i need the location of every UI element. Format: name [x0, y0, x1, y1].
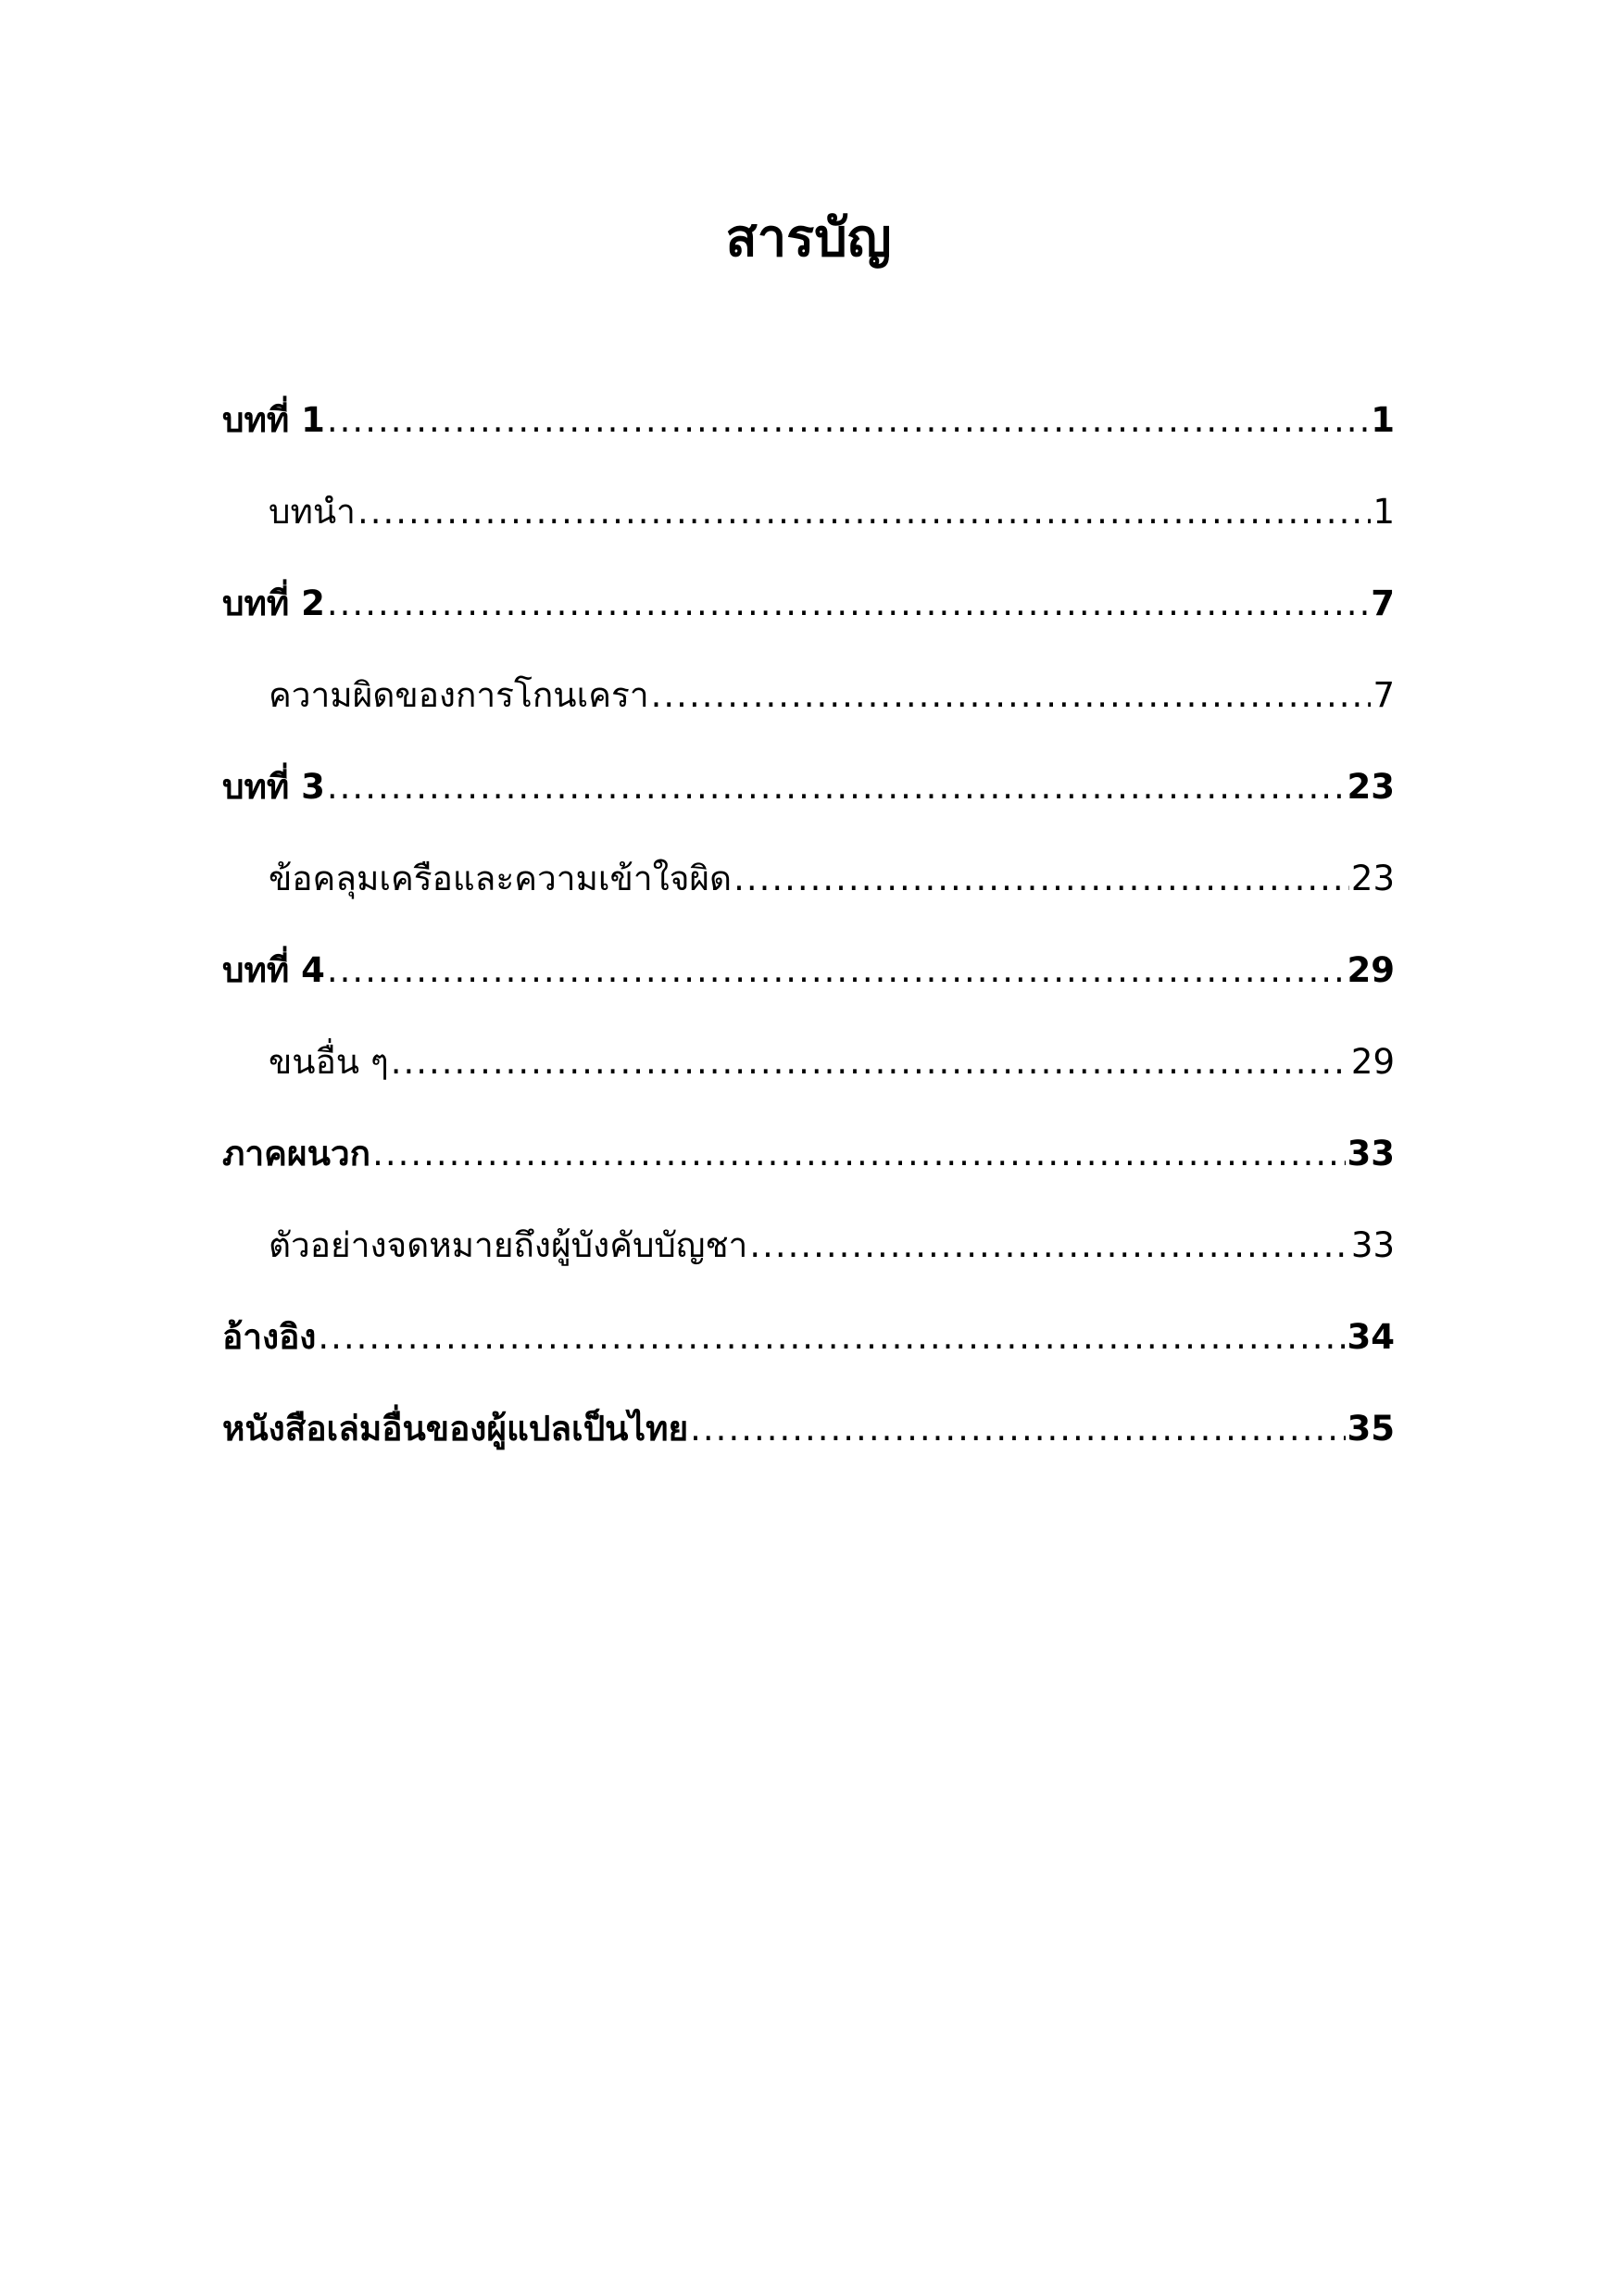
toc-page-number: 1 [1371, 400, 1395, 440]
toc-entry-appendix[interactable] [222, 1126, 1395, 1218]
toc-dot-leader [357, 484, 1372, 540]
toc-entry-section-3[interactable] [222, 851, 1395, 943]
toc-dot-leader [327, 759, 1346, 815]
toc-entry-chapter-2[interactable] [222, 576, 1395, 668]
toc-page-number: 23 [1350, 859, 1395, 898]
toc-entry-label: ขนอื่น ๆ [269, 1042, 389, 1082]
toc-dot-leader [327, 393, 1369, 448]
toc-dot-leader [372, 1126, 1345, 1182]
toc-entry-label: ข้อคลุมเครือและความเข้าใจผิด [269, 859, 733, 898]
toc-page-number: 34 [1347, 1317, 1395, 1357]
toc-page-number: 35 [1347, 1409, 1395, 1449]
toc-entry-appendix-section[interactable] [222, 1218, 1395, 1310]
toc-dot-leader [733, 851, 1349, 907]
toc-dot-leader [749, 1218, 1349, 1273]
toc-dot-leader [690, 1401, 1345, 1457]
toc-entry-label: บทที่ 3 [222, 767, 325, 807]
toc-entry-label: บทนำ [269, 492, 356, 532]
toc-dot-leader [651, 668, 1372, 723]
page-title: สารบัญ [725, 208, 892, 269]
toc-entry-references[interactable] [222, 1310, 1395, 1401]
toc-entry-label: อ้างอิง [222, 1317, 317, 1357]
toc-entry-label: ความผิดของการโกนเครา [269, 675, 649, 715]
toc-dot-leader [327, 576, 1369, 632]
toc-entry-introduction[interactable] [222, 484, 1395, 576]
toc-page-number: 29 [1347, 950, 1395, 990]
table-of-contents [222, 393, 1395, 1493]
toc-page-number: 7 [1371, 583, 1395, 623]
toc-page-number: 33 [1350, 1225, 1395, 1265]
toc-entry-chapter-1[interactable] [222, 393, 1395, 484]
toc-dot-leader [391, 1035, 1349, 1090]
toc-entry-chapter-4[interactable] [222, 943, 1395, 1035]
toc-dot-leader [318, 1310, 1345, 1365]
toc-entry-label: บทที่ 4 [222, 950, 325, 990]
toc-page-number: 23 [1347, 767, 1395, 807]
toc-page-number: 1 [1373, 492, 1395, 532]
toc-entry-label: บทที่ 1 [222, 400, 325, 440]
toc-entry-other-books[interactable] [222, 1401, 1395, 1493]
toc-page-number: 7 [1373, 675, 1395, 715]
toc-entry-label: หนังสือเล่มอื่นของผู้แปลเป็นไทย [222, 1409, 689, 1449]
toc-entry-label: ตัวอย่างจดหมายถึงผู้บังคับบัญชา [269, 1225, 748, 1265]
toc-entry-section-4[interactable] [222, 1035, 1395, 1126]
toc-entry-chapter-3[interactable] [222, 759, 1395, 851]
toc-entry-label: บทที่ 2 [222, 583, 325, 623]
toc-entry-label: ภาคผนวก [222, 1134, 371, 1173]
toc-entry-section-2[interactable] [222, 668, 1395, 759]
toc-dot-leader [327, 943, 1346, 998]
toc-page-number: 33 [1347, 1134, 1395, 1173]
toc-page-number: 29 [1350, 1042, 1395, 1082]
